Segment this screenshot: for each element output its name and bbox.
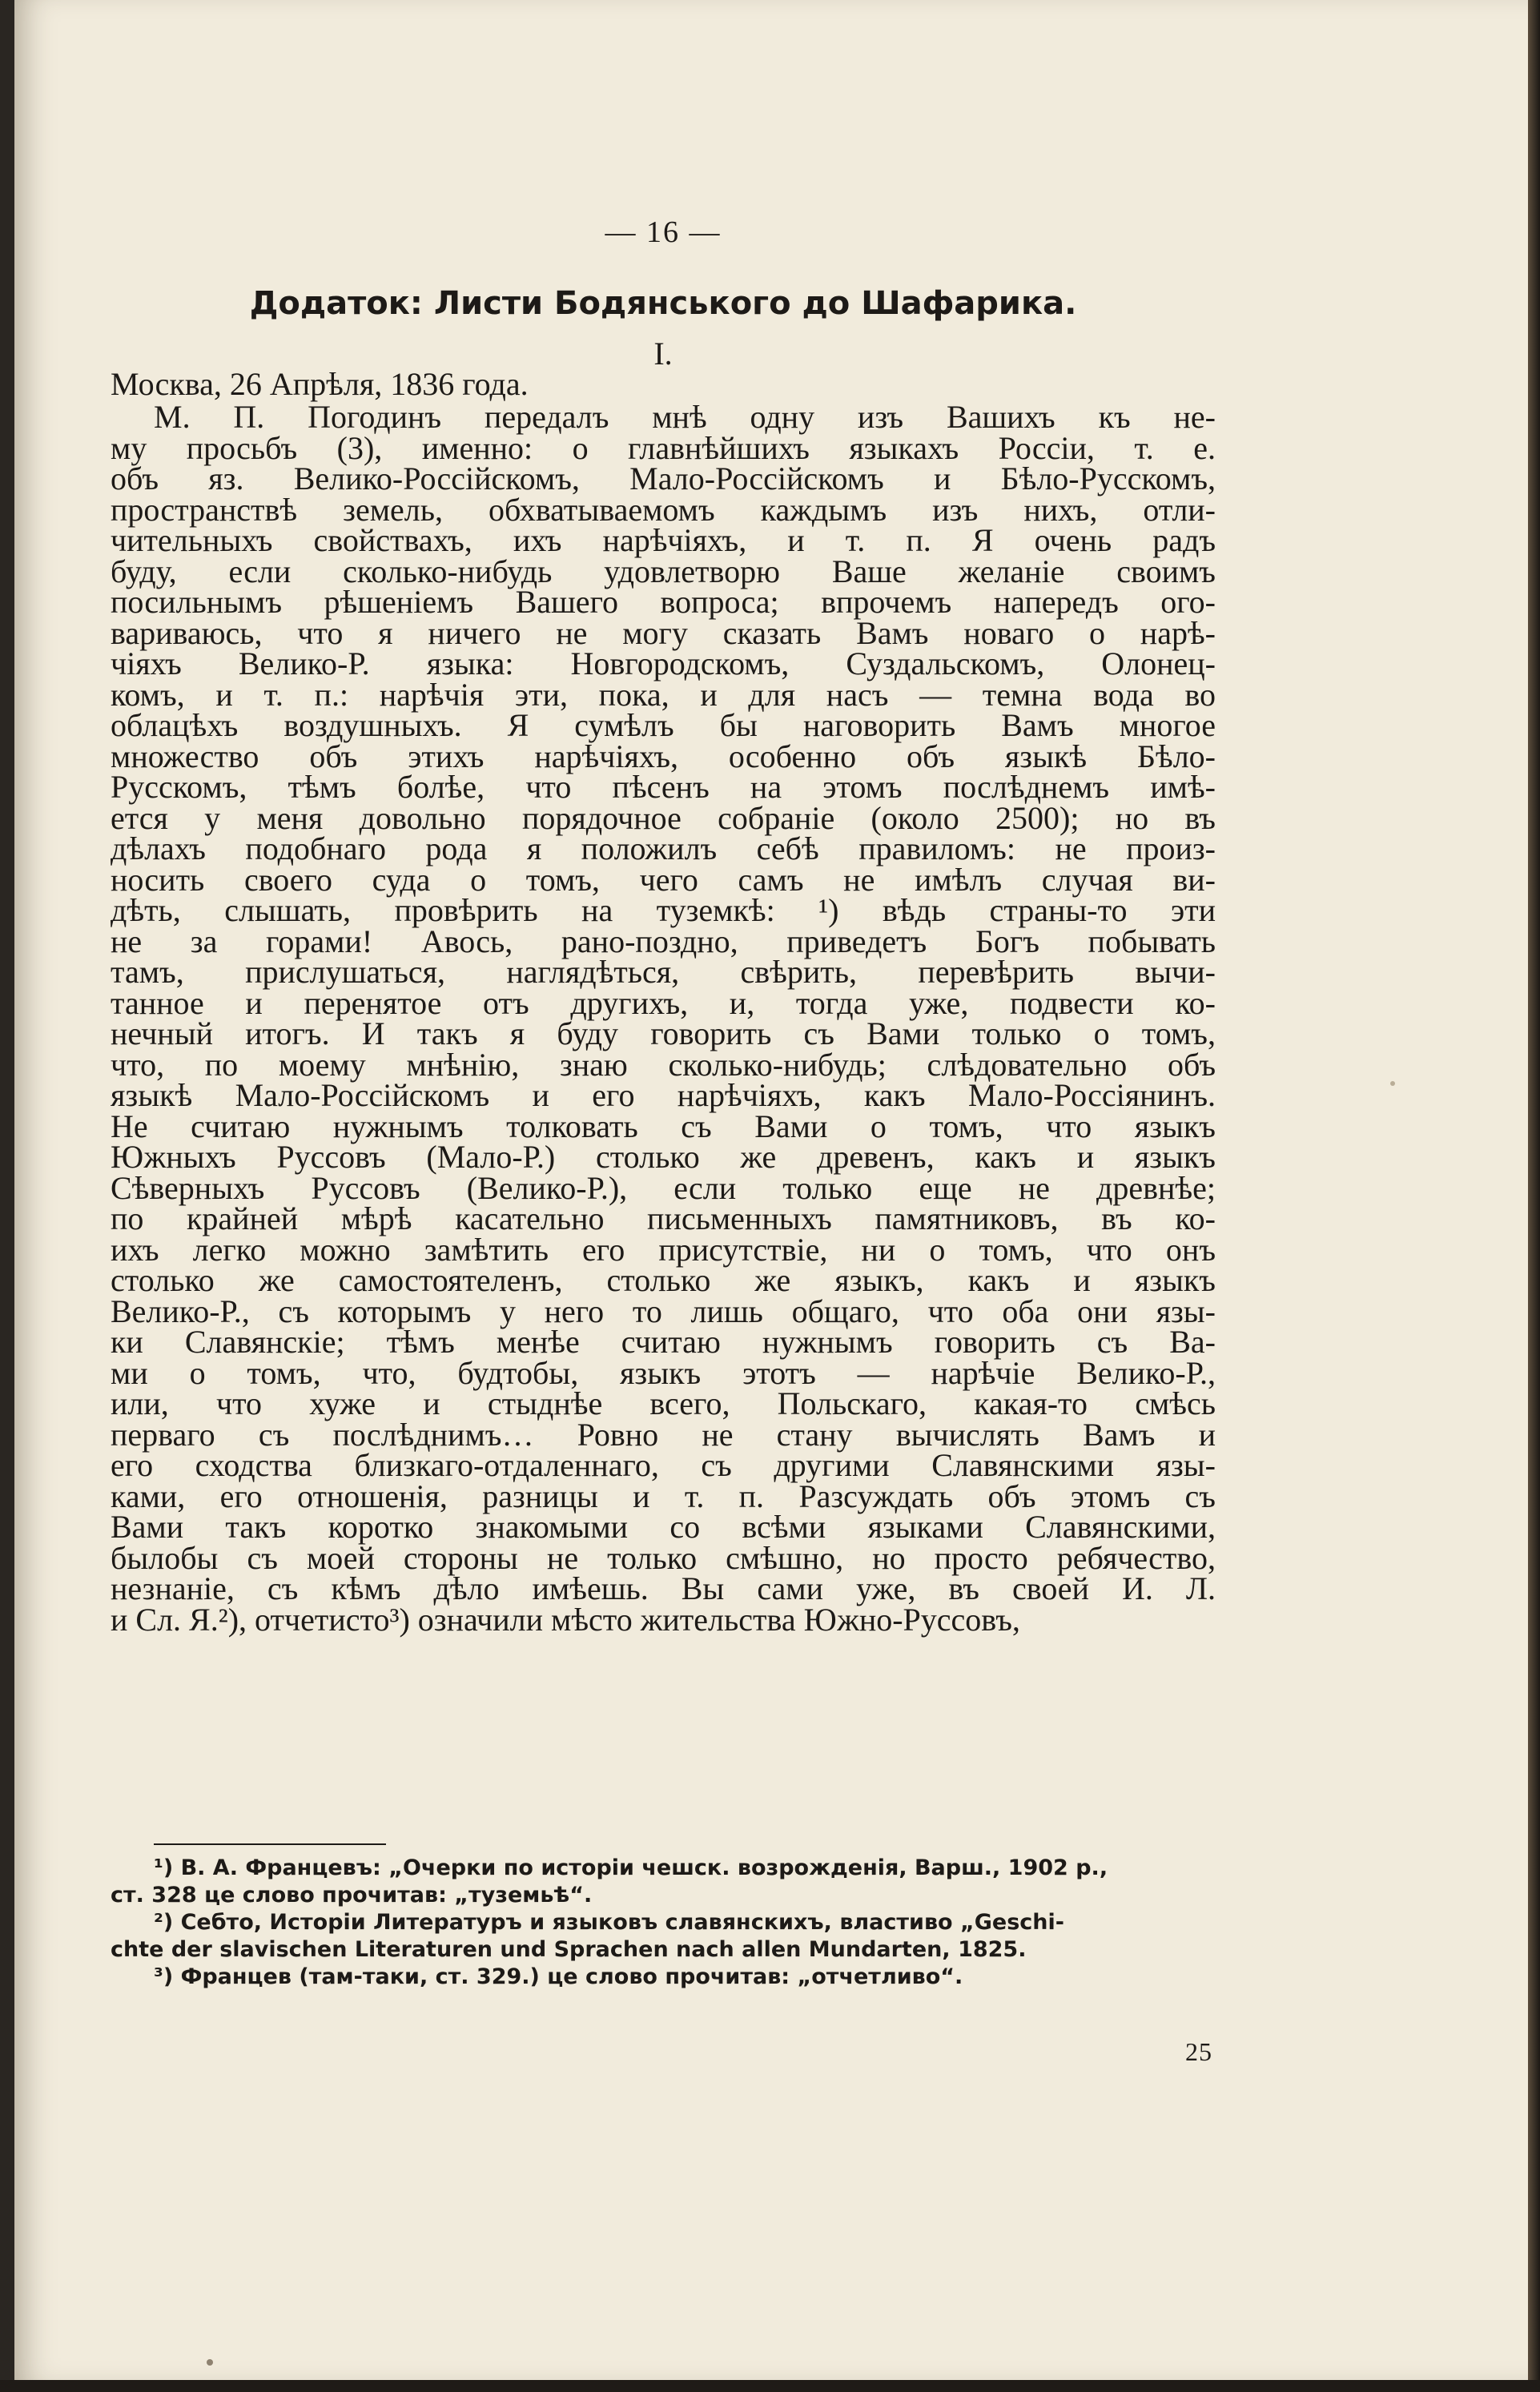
- text-line: ми о томъ, что, будтобы, языкъ этотъ — нарѣчiе Велико-Р.,: [111, 1354, 1216, 1391]
- text-line: и Сл. Я.²), отчетисто³) означили мѣсто жительства Южно-Руссовъ,: [111, 1601, 1020, 1638]
- text-line: облацѣхъ воздушныхъ. Я сумѣлъ бы наговорить Вамъ многое: [111, 707, 1216, 743]
- text-line: вариваюсь, что я ничего не могу сказать Вамъ новаго о нарѣ-: [111, 614, 1216, 651]
- text-line: не за горами! Авось, рано-поздно, приведетъ Богъ побывать: [111, 923, 1216, 959]
- text-line: что, по моему мнѣнiю, знаю сколько-нибудь; слѣдовательно объ: [111, 1046, 1216, 1083]
- paper-speck: [1390, 1081, 1395, 1086]
- text-line: дѣлахъ подобнаго рода я положилъ себѣ правиломъ: не произ-: [111, 830, 1216, 866]
- text-line: му просьбъ (3), именно: о главнѣйшихъ языкахъ Россiи, т. е.: [111, 429, 1216, 466]
- text-line: ками, его отношенiя, разницы и т. п. Разсуждать объ этомъ съ: [111, 1477, 1216, 1514]
- text-line: чiяхъ Велико-Р. языка: Новгородскомъ, Суздальскомъ, Олонец-: [111, 645, 1216, 681]
- text-line: былобы съ моей стороны не только смѣшно, но просто ребячество,: [111, 1539, 1216, 1576]
- text-line: языкѣ Мало-Россiйскомъ и его нарѣчiяхъ, какъ Мало-Россiянинъ.: [111, 1077, 1216, 1113]
- text-line: Южныхъ Руссовъ (Мало-Р.) столько же древенъ, какъ и языкъ: [111, 1139, 1216, 1175]
- text-line: нечный итогъ. И такъ я буду говорить съ Вами только о томъ,: [111, 1015, 1216, 1051]
- scan-border: [0, 2380, 1540, 2392]
- text-line: незнанiе, съ кѣмъ дѣло имѣешь. Вы сами уже, въ своей И. Л.: [111, 1570, 1216, 1606]
- footnote-line: ст. 328 це слово прочитав: „туземьѣ“.: [111, 1883, 593, 1908]
- text-line: множество объ этихъ нарѣчiяхъ, особенно объ языкѣ Бѣло-: [111, 738, 1216, 774]
- signature-mark: 25: [1185, 2037, 1212, 2066]
- footnote-line: ¹) В. А. Францевъ: „Очерки по исторiи чешск. возрожденiя, Варш., 1902 р.,: [154, 1855, 1108, 1880]
- footnote-line: ²) Себто, Исторiи Литературъ и языковъ славянскихъ, властиво „Geschi-: [154, 1910, 1064, 1935]
- text-line: чительныхъ свойствахъ, ихъ нарѣчiяхъ, и т. п. Я очень радъ: [111, 522, 1216, 558]
- text-line: комъ, и т. п.: нарѣчiя эти, пока, и для насъ — темна вода во: [111, 676, 1216, 713]
- text-line: М. П. Погодинъ передалъ мнѣ одну изъ Вашихъ къ не-: [154, 399, 1216, 435]
- text-line: его сходства близкаго-отдаленнаго, съ другими Славянскими язы-: [111, 1447, 1216, 1483]
- text-line: носить своего суда о томъ, чего самъ не имѣлъ случая ви-: [111, 861, 1216, 898]
- text-line: Велико-Р., съ которымъ у него то лишь общаго, что оба они язы-: [111, 1292, 1216, 1329]
- footnotes: [111, 1855, 1216, 1991]
- text-line: буду, если сколько-нибудь удовлетворю Ваше желанiе своимъ: [111, 553, 1216, 589]
- page-number: — 16 —: [605, 215, 722, 249]
- text-line: столько же самостоятеленъ, столько же языкъ, какъ и языкъ: [111, 1262, 1216, 1298]
- text-line: ихъ легко можно замѣтить его присутствiе, ни о томъ, что онъ: [111, 1231, 1216, 1268]
- text-line: Вами такъ коротко знакомыми со всѣми языками Славянскими,: [111, 1509, 1216, 1545]
- footnote-rule: [154, 1843, 386, 1845]
- text-line: танное и перенятое отъ другихъ, и, тогда уже, подвести ко-: [111, 984, 1216, 1021]
- text-line: дѣть, слышать, провѣрить на туземкѣ: ¹) вѣдь страны-то эти: [111, 892, 1216, 928]
- text-line: ки Славянскiе; тѣмъ менѣе считаю нужнымъ говорить съ Ва-: [111, 1324, 1216, 1360]
- text-line: пространствѣ земель, обхватываемомъ каждымъ изъ нихъ, отли-: [111, 491, 1216, 528]
- text-line: ется у меня довольно порядочное собранiе (около 2500); но въ: [111, 799, 1216, 836]
- section-numeral: I.: [653, 336, 673, 372]
- paper-speck: [207, 2359, 213, 2366]
- text-line: Сѣверныхъ Руссовъ (Велико-Р.), если только еще не древнѣе;: [111, 1169, 1216, 1206]
- text-line: Русскомъ, тѣмъ болѣе, что пѣсенъ на этомъ послѣднемъ имѣ-: [111, 769, 1216, 805]
- book-page: [14, 0, 1528, 2380]
- footnote-line: ³) Францев (там-таки, ст. 329.) це слово прочитав: „отчетливо“.: [154, 1964, 963, 1989]
- text-line: тамъ, прислушаться, наглядѣться, свѣрить, перевѣрить вычи-: [111, 954, 1216, 990]
- text-line: или, что хуже и стыднѣе всего, Польскаго, какая-то смѣсь: [111, 1385, 1216, 1421]
- footnote-line: chte der slavischen Literaturen und Sprachen nach allen Mundarten, 1825.: [111, 1937, 1027, 1962]
- text-line: перваго съ послѣднимъ… Ровно не стану вычислять Вамъ и: [111, 1416, 1216, 1453]
- letter-body: [111, 399, 1216, 1638]
- appendix-heading: Додаток: Листи Бодянського до Шафарика.: [249, 285, 1077, 322]
- text-line: Не считаю нужнымъ толковать съ Вами о томъ, что языкъ: [111, 1108, 1216, 1144]
- text-line: посильнымъ рѣшенiемъ Вашего вопроса; впрочемъ напередъ ого-: [111, 584, 1216, 620]
- text-line: объ яз. Велико-Россiйскомъ, Мало-Россiйскомъ и Бѣло-Русскомъ,: [111, 460, 1216, 496]
- binding-edge: [1528, 0, 1540, 2392]
- letter-dateline: Москва, 26 Апрѣля, 1836 года.: [111, 366, 529, 402]
- text-line: по крайней мѣрѣ касательно письменныхъ памятниковъ, въ ко-: [111, 1200, 1216, 1236]
